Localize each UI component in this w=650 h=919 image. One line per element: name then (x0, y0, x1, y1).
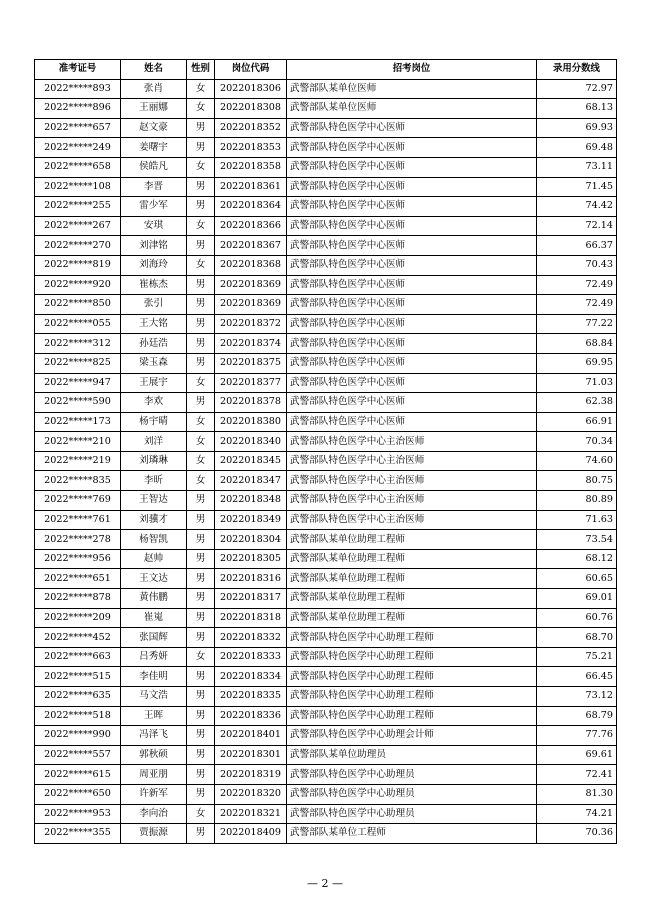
cell-position-code: 2022018335 (215, 687, 287, 707)
cell-gender: 男 (187, 138, 215, 158)
col-header-name: 姓名 (121, 60, 187, 80)
cell-score-line: 80.89 (537, 491, 617, 511)
table-row (35, 784, 617, 804)
cell-score-line: 72.41 (537, 765, 617, 785)
table-body (35, 79, 617, 843)
cell-gender: 男 (187, 589, 215, 609)
cell-position: 武警部队某单位工程师 (287, 824, 537, 844)
cell-name: 马文浩 (121, 687, 187, 707)
cell-gender: 男 (187, 687, 215, 707)
cell-name: 李佳明 (121, 667, 187, 687)
cell-score-line: 72.14 (537, 216, 617, 236)
cell-name: 许新军 (121, 784, 187, 804)
cell-name: 张国辉 (121, 628, 187, 648)
table-row (35, 393, 617, 413)
cell-position-code: 2022018317 (215, 589, 287, 609)
cell-exam-id: 2022*****990 (35, 726, 121, 746)
cell-gender: 男 (187, 706, 215, 726)
cell-score-line: 70.34 (537, 432, 617, 452)
cell-position-code: 2022018375 (215, 353, 287, 373)
cell-exam-id: 2022*****355 (35, 824, 121, 844)
cell-name: 刘洋 (121, 432, 187, 452)
cell-position-code: 2022018353 (215, 138, 287, 158)
cell-position: 武警部队特色医学中心助理工程师 (287, 647, 537, 667)
table-row (35, 589, 617, 609)
cell-gender: 男 (187, 784, 215, 804)
cell-position-code: 2022018352 (215, 118, 287, 138)
col-header-position: 招考岗位 (287, 60, 537, 80)
cell-name: 雷少军 (121, 197, 187, 217)
cell-gender: 男 (187, 745, 215, 765)
cell-name: 杨宇晴 (121, 412, 187, 432)
table-row (35, 608, 617, 628)
cell-score-line: 77.76 (537, 726, 617, 746)
cell-position-code: 2022018361 (215, 177, 287, 197)
cell-position-code: 2022018364 (215, 197, 287, 217)
cell-position: 武警部队特色医学中心主治医师 (287, 432, 537, 452)
cell-position: 武警部队某单位助理工程师 (287, 589, 537, 609)
cell-position-code: 2022018374 (215, 334, 287, 354)
table-row (35, 628, 617, 648)
cell-position-code: 2022018304 (215, 530, 287, 550)
cell-position: 武警部队某单位助理工程师 (287, 608, 537, 628)
table-row (35, 216, 617, 236)
cell-exam-id: 2022*****515 (35, 667, 121, 687)
cell-position: 武警部队特色医学中心助理员 (287, 804, 537, 824)
cell-position: 武警部队特色医学中心医师 (287, 177, 537, 197)
cell-position-code: 2022018348 (215, 491, 287, 511)
cell-score-line: 73.11 (537, 157, 617, 177)
cell-gender: 男 (187, 197, 215, 217)
table-row (35, 491, 617, 511)
cell-name: 梁玉森 (121, 353, 187, 373)
cell-name: 侯皓凡 (121, 157, 187, 177)
cell-position: 武警部队特色医学中心医师 (287, 334, 537, 354)
cell-score-line: 66.37 (537, 236, 617, 256)
cell-position-code: 2022018369 (215, 295, 287, 315)
cell-score-line: 62.38 (537, 393, 617, 413)
cell-name: 李晋 (121, 177, 187, 197)
cell-position-code: 2022018336 (215, 706, 287, 726)
table-row (35, 79, 617, 99)
cell-exam-id: 2022*****657 (35, 118, 121, 138)
cell-name: 贾振源 (121, 824, 187, 844)
cell-score-line: 73.54 (537, 530, 617, 550)
cell-position-code: 2022018358 (215, 157, 287, 177)
cell-name: 吕秀妍 (121, 647, 187, 667)
cell-name: 崔栋杰 (121, 275, 187, 295)
cell-gender: 女 (187, 216, 215, 236)
cell-name: 刘骥才 (121, 510, 187, 530)
cell-position: 武警部队特色医学中心主治医师 (287, 451, 537, 471)
cell-name: 崔嵬 (121, 608, 187, 628)
cell-position: 武警部队特色医学中心助理工程师 (287, 706, 537, 726)
cell-position: 武警部队某单位助理员 (287, 745, 537, 765)
cell-name: 杨智凯 (121, 530, 187, 550)
cell-position: 武警部队特色医学中心医师 (287, 138, 537, 158)
cell-exam-id: 2022*****956 (35, 549, 121, 569)
col-header-gender: 性别 (187, 60, 215, 80)
cell-position-code: 2022018345 (215, 451, 287, 471)
table-row (35, 530, 617, 550)
cell-name: 赵帅 (121, 549, 187, 569)
cell-name: 李昕 (121, 471, 187, 491)
cell-position-code: 2022018333 (215, 647, 287, 667)
table-row (35, 236, 617, 256)
cell-position-code: 2022018318 (215, 608, 287, 628)
cell-gender: 男 (187, 549, 215, 569)
cell-position: 武警部队特色医学中心助理工程师 (287, 628, 537, 648)
cell-position-code: 2022018347 (215, 471, 287, 491)
cell-position: 武警部队某单位助理工程师 (287, 530, 537, 550)
cell-score-line: 68.70 (537, 628, 617, 648)
cell-position: 武警部队特色医学中心医师 (287, 255, 537, 275)
table-row (35, 177, 617, 197)
cell-position: 武警部队特色医学中心主治医师 (287, 471, 537, 491)
table-row (35, 804, 617, 824)
cell-gender: 男 (187, 569, 215, 589)
cell-score-line: 74.42 (537, 197, 617, 217)
cell-exam-id: 2022*****055 (35, 314, 121, 334)
cell-exam-id: 2022*****219 (35, 451, 121, 471)
cell-position: 武警部队特色医学中心医师 (287, 412, 537, 432)
cell-position-code: 2022018334 (215, 667, 287, 687)
table-row (35, 706, 617, 726)
cell-position: 武警部队特色医学中心助理员 (287, 765, 537, 785)
table-row (35, 373, 617, 393)
cell-gender: 女 (187, 647, 215, 667)
cell-score-line: 69.48 (537, 138, 617, 158)
table-row (35, 118, 617, 138)
cell-position: 武警部队特色医学中心医师 (287, 314, 537, 334)
cell-exam-id: 2022*****615 (35, 765, 121, 785)
cell-position-code: 2022018367 (215, 236, 287, 256)
cell-position-code: 2022018380 (215, 412, 287, 432)
cell-gender: 男 (187, 491, 215, 511)
col-header-score-line: 录用分数线 (537, 60, 617, 80)
cell-exam-id: 2022*****278 (35, 530, 121, 550)
cell-exam-id: 2022*****761 (35, 510, 121, 530)
table-row (35, 510, 617, 530)
cell-position: 武警部队特色医学中心医师 (287, 118, 537, 138)
cell-position-code: 2022018321 (215, 804, 287, 824)
cell-exam-id: 2022*****953 (35, 804, 121, 824)
cell-gender: 男 (187, 295, 215, 315)
cell-name: 刘海玲 (121, 255, 187, 275)
cell-gender: 女 (187, 432, 215, 452)
table-row (35, 334, 617, 354)
cell-name: 王展宇 (121, 373, 187, 393)
table-row (35, 295, 617, 315)
table-row (35, 745, 617, 765)
cell-exam-id: 2022*****920 (35, 275, 121, 295)
cell-score-line: 71.45 (537, 177, 617, 197)
cell-name: 孙廷浩 (121, 334, 187, 354)
cell-score-line: 60.76 (537, 608, 617, 628)
cell-gender: 男 (187, 667, 215, 687)
cell-exam-id: 2022*****249 (35, 138, 121, 158)
cell-position: 武警部队特色医学中心医师 (287, 353, 537, 373)
cell-exam-id: 2022*****663 (35, 647, 121, 667)
table-row (35, 314, 617, 334)
cell-score-line: 74.21 (537, 804, 617, 824)
admission-score-table (34, 59, 617, 844)
cell-exam-id: 2022*****267 (35, 216, 121, 236)
cell-position-code: 2022018301 (215, 745, 287, 765)
cell-score-line: 72.97 (537, 79, 617, 99)
cell-name: 安琪 (121, 216, 187, 236)
page-number: — 2 — (307, 877, 343, 890)
cell-name: 王智达 (121, 491, 187, 511)
cell-position-code: 2022018378 (215, 393, 287, 413)
table-row (35, 432, 617, 452)
table-row (35, 471, 617, 491)
cell-score-line: 68.84 (537, 334, 617, 354)
cell-score-line: 81.30 (537, 784, 617, 804)
cell-position-code: 2022018340 (215, 432, 287, 452)
cell-exam-id: 2022*****312 (35, 334, 121, 354)
cell-exam-id: 2022*****452 (35, 628, 121, 648)
cell-score-line: 69.01 (537, 589, 617, 609)
cell-exam-id: 2022*****893 (35, 79, 121, 99)
cell-name: 张肖 (121, 79, 187, 99)
cell-position-code: 2022018368 (215, 255, 287, 275)
cell-exam-id: 2022*****825 (35, 353, 121, 373)
cell-exam-id: 2022*****635 (35, 687, 121, 707)
cell-gender: 女 (187, 471, 215, 491)
cell-position-code: 2022018320 (215, 784, 287, 804)
cell-gender: 女 (187, 804, 215, 824)
cell-exam-id: 2022*****590 (35, 393, 121, 413)
cell-gender: 男 (187, 393, 215, 413)
cell-score-line: 74.60 (537, 451, 617, 471)
cell-position: 武警部队特色医学中心医师 (287, 295, 537, 315)
cell-position-code: 2022018401 (215, 726, 287, 746)
cell-score-line: 70.43 (537, 255, 617, 275)
cell-name: 郭秋硕 (121, 745, 187, 765)
cell-position-code: 2022018332 (215, 628, 287, 648)
cell-exam-id: 2022*****210 (35, 432, 121, 452)
cell-position: 武警部队特色医学中心医师 (287, 275, 537, 295)
cell-gender: 男 (187, 765, 215, 785)
cell-gender: 女 (187, 99, 215, 119)
cell-score-line: 68.12 (537, 549, 617, 569)
cell-score-line: 66.45 (537, 667, 617, 687)
table-row (35, 353, 617, 373)
cell-position-code: 2022018366 (215, 216, 287, 236)
col-header-exam-id: 准考证号 (35, 60, 121, 80)
cell-name: 黄伟鹏 (121, 589, 187, 609)
table-row (35, 197, 617, 217)
cell-gender: 男 (187, 510, 215, 530)
cell-score-line: 71.03 (537, 373, 617, 393)
table-row (35, 412, 617, 432)
cell-position: 武警部队特色医学中心医师 (287, 157, 537, 177)
cell-name: 王大铭 (121, 314, 187, 334)
cell-gender: 男 (187, 608, 215, 628)
cell-position-code: 2022018369 (215, 275, 287, 295)
cell-gender: 男 (187, 824, 215, 844)
table-row (35, 569, 617, 589)
cell-position: 武警部队特色医学中心主治医师 (287, 491, 537, 511)
cell-position-code: 2022018308 (215, 99, 287, 119)
cell-gender: 女 (187, 157, 215, 177)
cell-name: 王晖 (121, 706, 187, 726)
cell-score-line: 69.61 (537, 745, 617, 765)
cell-exam-id: 2022*****819 (35, 255, 121, 275)
table-row (35, 255, 617, 275)
cell-gender: 男 (187, 177, 215, 197)
cell-exam-id: 2022*****650 (35, 784, 121, 804)
cell-name: 周亚朋 (121, 765, 187, 785)
cell-exam-id: 2022*****557 (35, 745, 121, 765)
cell-exam-id: 2022*****769 (35, 491, 121, 511)
cell-gender: 男 (187, 334, 215, 354)
cell-position: 武警部队特色医学中心主治医师 (287, 510, 537, 530)
table-row (35, 824, 617, 844)
cell-name: 刘璘琳 (121, 451, 187, 471)
cell-gender: 男 (187, 628, 215, 648)
cell-position-code: 2022018409 (215, 824, 287, 844)
cell-score-line: 80.75 (537, 471, 617, 491)
table-header-row (35, 60, 617, 80)
cell-exam-id: 2022*****835 (35, 471, 121, 491)
cell-gender: 男 (187, 314, 215, 334)
cell-position-code: 2022018305 (215, 549, 287, 569)
cell-exam-id: 2022*****255 (35, 197, 121, 217)
cell-gender: 男 (187, 275, 215, 295)
cell-position: 武警部队特色医学中心助理会计师 (287, 726, 537, 746)
cell-position-code: 2022018319 (215, 765, 287, 785)
cell-score-line: 77.22 (537, 314, 617, 334)
cell-score-line: 72.49 (537, 275, 617, 295)
cell-score-line: 69.95 (537, 353, 617, 373)
cell-position: 武警部队特色医学中心医师 (287, 236, 537, 256)
cell-gender: 女 (187, 412, 215, 432)
cell-position: 武警部队某单位助理工程师 (287, 549, 537, 569)
cell-position: 武警部队特色医学中心助理员 (287, 784, 537, 804)
cell-name: 赵文豪 (121, 118, 187, 138)
table-row (35, 138, 617, 158)
table-row (35, 549, 617, 569)
cell-position: 武警部队特色医学中心助理工程师 (287, 687, 537, 707)
cell-name: 王文达 (121, 569, 187, 589)
cell-name: 姜曙宇 (121, 138, 187, 158)
cell-position: 武警部队特色医学中心助理工程师 (287, 667, 537, 687)
cell-score-line: 75.21 (537, 647, 617, 667)
cell-score-line: 72.49 (537, 295, 617, 315)
cell-name: 冯泽飞 (121, 726, 187, 746)
cell-gender: 女 (187, 373, 215, 393)
col-header-position-code: 岗位代码 (215, 60, 287, 80)
cell-gender: 女 (187, 79, 215, 99)
table-row (35, 726, 617, 746)
table-row (35, 99, 617, 119)
cell-gender: 男 (187, 353, 215, 373)
cell-position-code: 2022018306 (215, 79, 287, 99)
cell-position-code: 2022018316 (215, 569, 287, 589)
cell-exam-id: 2022*****173 (35, 412, 121, 432)
cell-position: 武警部队某单位医师 (287, 99, 537, 119)
cell-name: 刘津铭 (121, 236, 187, 256)
cell-exam-id: 2022*****947 (35, 373, 121, 393)
cell-score-line: 68.79 (537, 706, 617, 726)
cell-name: 李欢 (121, 393, 187, 413)
cell-position-code: 2022018372 (215, 314, 287, 334)
cell-position: 武警部队某单位助理工程师 (287, 569, 537, 589)
cell-gender: 男 (187, 726, 215, 746)
cell-name: 王丽娜 (121, 99, 187, 119)
cell-score-line: 71.63 (537, 510, 617, 530)
cell-gender: 男 (187, 118, 215, 138)
table-row (35, 451, 617, 471)
cell-position-code: 2022018377 (215, 373, 287, 393)
cell-score-line: 70.36 (537, 824, 617, 844)
table-row (35, 275, 617, 295)
cell-gender: 女 (187, 451, 215, 471)
cell-exam-id: 2022*****518 (35, 706, 121, 726)
cell-exam-id: 2022*****651 (35, 569, 121, 589)
cell-exam-id: 2022*****108 (35, 177, 121, 197)
cell-gender: 男 (187, 236, 215, 256)
cell-score-line: 69.93 (537, 118, 617, 138)
cell-score-line: 68.13 (537, 99, 617, 119)
cell-score-line: 66.91 (537, 412, 617, 432)
cell-position: 武警部队特色医学中心医师 (287, 373, 537, 393)
table-row (35, 765, 617, 785)
table-row (35, 667, 617, 687)
cell-position: 武警部队特色医学中心医师 (287, 197, 537, 217)
table-row (35, 157, 617, 177)
cell-exam-id: 2022*****270 (35, 236, 121, 256)
cell-gender: 男 (187, 530, 215, 550)
cell-position: 武警部队特色医学中心医师 (287, 393, 537, 413)
cell-position: 武警部队特色医学中心医师 (287, 216, 537, 236)
cell-name: 张引 (121, 295, 187, 315)
table-row (35, 687, 617, 707)
cell-name: 李向治 (121, 804, 187, 824)
table-row (35, 647, 617, 667)
cell-position: 武警部队某单位医师 (287, 79, 537, 99)
cell-score-line: 60.65 (537, 569, 617, 589)
cell-exam-id: 2022*****878 (35, 589, 121, 609)
cell-exam-id: 2022*****850 (35, 295, 121, 315)
cell-position-code: 2022018349 (215, 510, 287, 530)
cell-exam-id: 2022*****896 (35, 99, 121, 119)
cell-exam-id: 2022*****209 (35, 608, 121, 628)
cell-exam-id: 2022*****658 (35, 157, 121, 177)
cell-score-line: 73.12 (537, 687, 617, 707)
cell-gender: 女 (187, 255, 215, 275)
